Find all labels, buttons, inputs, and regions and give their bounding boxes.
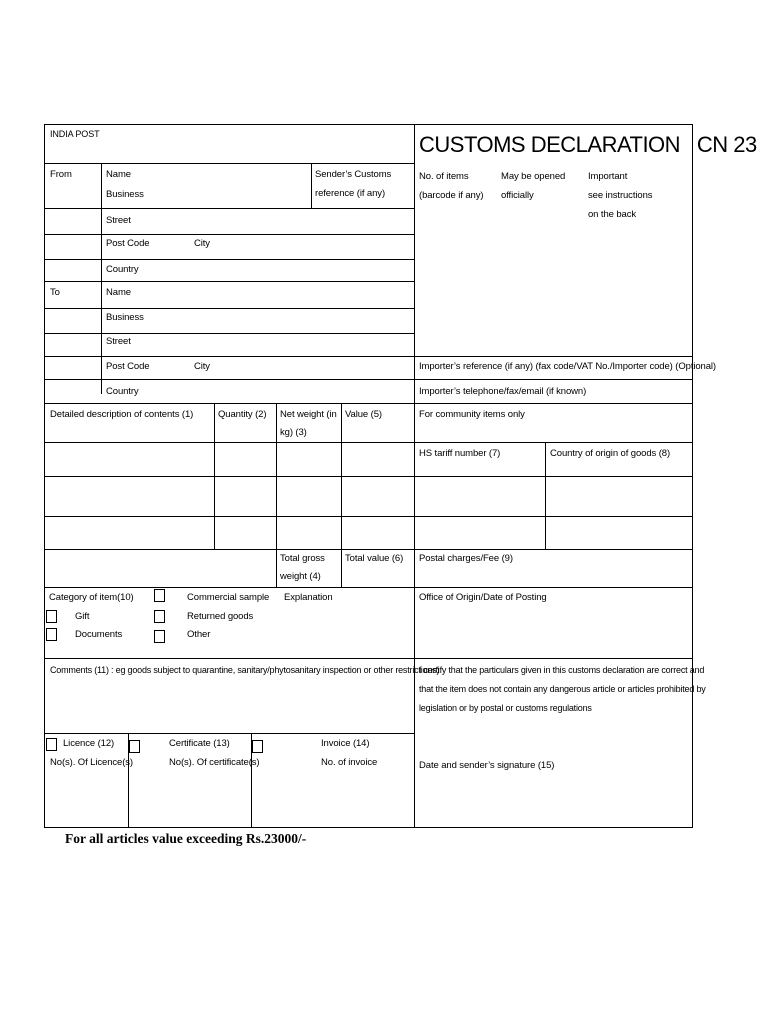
to-country-field[interactable]: Country: [106, 386, 139, 397]
officially-label: officially: [501, 190, 534, 201]
licence-no-label: No(s). Of Licence(s): [50, 757, 133, 768]
importers-reference-field[interactable]: Importer’s reference (if any) (fax code/VAT No./Importer code) (Optional): [419, 361, 716, 372]
divider: [545, 442, 546, 549]
documents-label: Documents: [75, 629, 123, 640]
comments-label: Comments (11) : eg goods subject to quarantine, sanitary/phytosanitary inspection or other restrictions): [50, 665, 440, 675]
from-street-field[interactable]: Street: [106, 215, 131, 226]
divider: [341, 403, 342, 587]
certify-line-2: that the item does not contain any dangerous article or articles prohibited by: [419, 684, 706, 694]
total-gross-weight-label-2: weight (4): [280, 571, 321, 582]
hs-tariff-header: HS tariff number (7): [419, 448, 501, 459]
commercial-sample-checkbox[interactable]: [154, 589, 165, 602]
gift-checkbox[interactable]: [46, 610, 57, 623]
divider: [45, 379, 693, 380]
commercial-sample-label: Commercial sample: [187, 592, 270, 603]
returned-goods-checkbox[interactable]: [154, 610, 165, 623]
quantity-header: Quantity (2): [218, 409, 267, 420]
category-label: Category of item(10): [49, 592, 134, 603]
may-be-opened-label: May be opened: [501, 171, 566, 182]
to-business-field[interactable]: Business: [106, 312, 144, 323]
divider: [45, 658, 693, 659]
invoice-label: Invoice (14): [321, 738, 370, 749]
india-post-label: INDIA POST: [50, 129, 100, 139]
licence-label: Licence (12): [63, 738, 115, 749]
certify-line-3: legislation or by postal or customs regulations: [419, 703, 592, 713]
divider: [276, 403, 277, 587]
see-instructions-label: see instructions: [588, 190, 653, 201]
documents-checkbox[interactable]: [46, 628, 57, 641]
to-name-field[interactable]: Name: [106, 287, 131, 298]
total-value-label: Total value (6): [345, 553, 404, 564]
on-the-back-label: on the back: [588, 209, 637, 220]
from-post-code-field[interactable]: Post Code: [106, 238, 150, 249]
returned-goods-label: Returned goods: [187, 611, 254, 622]
other-checkbox[interactable]: [154, 630, 165, 643]
net-weight-header-2: kg) (3): [280, 427, 307, 438]
divider: [45, 587, 693, 588]
divider: [45, 403, 693, 404]
certificate-no-label: No(s). Of certificate(s): [169, 757, 260, 768]
divider: [45, 516, 693, 517]
signature-label: Date and sender’s signature (15): [419, 760, 555, 771]
certificate-checkbox[interactable]: [129, 740, 140, 753]
explanation-label: Explanation: [284, 592, 333, 603]
divider: [101, 163, 102, 394]
certificate-label: Certificate (13): [169, 738, 230, 749]
barcode-label: (barcode if any): [419, 190, 484, 201]
to-post-code-field[interactable]: Post Code: [106, 361, 150, 372]
from-city-field[interactable]: City: [194, 238, 210, 249]
from-label: From: [50, 169, 72, 180]
important-label: Important: [588, 171, 628, 182]
total-gross-weight-label: Total gross: [280, 553, 325, 564]
value-header: Value (5): [345, 409, 382, 420]
from-country-field[interactable]: Country: [106, 264, 139, 275]
community-items-label: For community items only: [419, 409, 525, 420]
from-business-field[interactable]: Business: [106, 189, 144, 200]
senders-customs-ref-label: Sender’s Customs: [315, 169, 392, 180]
net-weight-header: Net weight (in: [280, 409, 337, 420]
country-origin-header: Country of origin of goods (8): [550, 448, 671, 459]
to-label: To: [50, 287, 60, 298]
divider: [45, 442, 693, 443]
gift-label: Gift: [75, 611, 90, 622]
to-street-field[interactable]: Street: [106, 336, 131, 347]
other-label: Other: [187, 629, 211, 640]
importers-telephone-field[interactable]: Importer’s telephone/fax/email (if known): [419, 386, 587, 397]
licence-checkbox[interactable]: [46, 738, 57, 751]
footer-note: For all articles value exceeding Rs.23000/-: [65, 831, 307, 846]
no-of-items-label: No. of items: [419, 171, 469, 182]
certify-line-1: I certify that the particulars given in this customs declaration are correct and: [419, 665, 705, 675]
from-name-field[interactable]: Name: [106, 169, 131, 180]
divider: [214, 403, 215, 549]
senders-customs-ref-label-2: reference (if any): [315, 188, 386, 199]
cn23-form: [44, 124, 757, 828]
to-city-field[interactable]: City: [194, 361, 210, 372]
postal-charges-label: Postal charges/Fee (9): [419, 553, 513, 564]
divider: [311, 163, 312, 208]
description-header: Detailed description of contents (1): [50, 409, 194, 420]
divider: [45, 476, 693, 477]
office-origin-label: Office of Origin/Date of Posting: [419, 592, 547, 603]
invoice-no-label: No. of invoice: [321, 757, 378, 768]
invoice-checkbox[interactable]: [252, 740, 263, 753]
form-title: CUSTOMS DECLARATION CN 23: [419, 132, 757, 157]
